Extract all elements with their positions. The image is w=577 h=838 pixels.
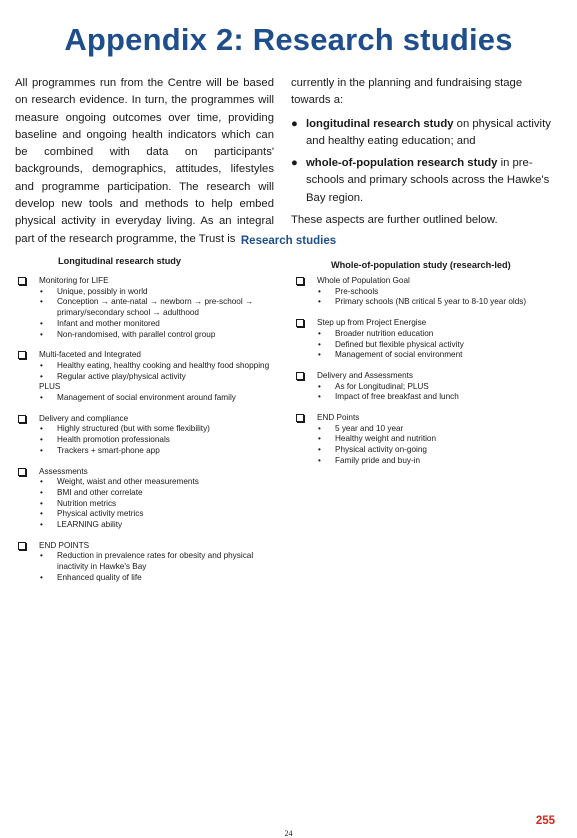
population-heading: Whole-of-population study (research-led): [331, 260, 511, 270]
list-item: [16, 520, 276, 531]
list-item-text: Family pride and buy-in: [335, 455, 421, 465]
section-heading: Research studies: [240, 235, 337, 247]
list-item-text: Non-randomised, with parallel control group: [57, 329, 216, 339]
bullet-icon: •: [40, 297, 43, 307]
bullet-icon: •: [40, 520, 43, 530]
bullet-icon: •: [318, 328, 321, 338]
intro-bullet-text: in pre-schools and primary schools across the Hawke's Bay region.: [306, 157, 550, 204]
group-title-text: Multi-faceted and Integrated: [39, 350, 141, 360]
list-item-text: Reduction in prevalence rates for obesity and physical inactivity in Hawke's Bay: [57, 551, 254, 572]
list-item-text: Trackers + smart-phone app: [57, 445, 160, 455]
list-item-text: Weight, waist and other measurements: [57, 477, 199, 487]
list-item-text: Conception → ante-natal → newborn → pre-school → primary/secondary school → adulthood: [57, 297, 254, 318]
bullet-icon: •: [40, 318, 43, 328]
bullet-icon: •: [318, 434, 321, 444]
bullet-icon: •: [318, 286, 321, 296]
list-item-text: LEARNING ability: [57, 520, 123, 530]
longitudinal-study-list: [16, 276, 276, 594]
longitudinal-heading: Longitudinal research study: [58, 256, 182, 266]
bullet-icon: •: [318, 392, 321, 402]
study-group: [294, 276, 556, 308]
list-item: [16, 297, 276, 318]
list-item-text: Enhanced quality of life: [57, 572, 142, 582]
bullet-icon: •: [40, 551, 43, 561]
study-group: [294, 318, 556, 361]
list-item-text: Physical activity metrics: [57, 509, 144, 519]
checkbox-icon: [296, 319, 304, 327]
bullet-icon: •: [40, 286, 43, 296]
group-title: [294, 413, 556, 424]
bullet-icon: •: [318, 381, 321, 391]
list-item: [294, 340, 556, 351]
bullet-icon: •: [40, 424, 43, 434]
intro-outro: These aspects are further outlined below.: [291, 214, 498, 227]
list-item-text: Regular active play/physical activity: [57, 371, 186, 381]
list-item: [16, 361, 276, 372]
study-group: [16, 276, 276, 340]
bullet-dot-icon: ●: [291, 157, 298, 170]
group-title: [294, 371, 556, 382]
intro-bullet-list: [291, 116, 553, 207]
list-item: [16, 372, 276, 383]
page-title: Appendix 2: Research studies: [64, 22, 513, 57]
bullet-icon: •: [40, 477, 43, 487]
list-item: [16, 446, 276, 457]
sub-page-number: 24: [284, 829, 293, 838]
study-group: [16, 541, 276, 584]
group-title: [16, 541, 276, 552]
study-group: [294, 371, 556, 403]
study-group: [16, 467, 276, 531]
checkbox-icon: [18, 351, 26, 359]
list-item: [294, 297, 556, 308]
list-item-text: Healthy weight and nutrition: [335, 434, 437, 444]
list-item: [294, 382, 556, 393]
list-item-text: Healthy eating, healthy cooking and healthy food shopping: [57, 360, 270, 370]
study-group: [16, 414, 276, 457]
checkbox-icon: [18, 542, 26, 550]
checkbox-icon: [18, 415, 26, 423]
list-item: [16, 319, 276, 330]
bullet-icon: •: [318, 297, 321, 307]
bullet-icon: •: [318, 350, 321, 360]
list-item: [16, 477, 276, 488]
group-title: [16, 414, 276, 425]
bullet-icon: •: [40, 572, 43, 582]
group-title-text: Assessments: [39, 466, 88, 476]
list-item-text: Nutrition metrics: [57, 498, 117, 508]
group-title: [16, 276, 276, 287]
group-title: [16, 350, 276, 361]
list-item: [16, 509, 276, 520]
list-item-text: Unique, possibly in world: [57, 286, 148, 296]
bullet-icon: •: [318, 423, 321, 433]
intro-paragraph: All programmes run from the Centre will be based on research evidence. In turn, the programmes will measure ongoing outcomes over time, providing baseline and ongoing health indicators which can be combined with data on participants' backgrounds, demographics, attitudes, lifestyles and programme participation. The research will develop new tools and methods to help embed physical activity in everyday living. As an integral part of the research programme, the Trust is: [15, 77, 274, 245]
bullet-icon: •: [40, 360, 43, 370]
bullet-icon: •: [40, 487, 43, 497]
list-item: [16, 287, 276, 298]
intro-bullet-text: on physical activity and healthy eating education; and: [306, 117, 551, 147]
list-item-text: Infant and mother monitored: [57, 318, 160, 328]
list-item: [16, 551, 276, 572]
list-item-text: Primary schools (NB critical 5 year to 8-10 year olds): [335, 297, 527, 307]
list-item-text: Management of social environment: [335, 350, 463, 360]
checkbox-icon: [296, 372, 304, 380]
group-title-text: Delivery and compliance: [39, 413, 129, 423]
bullet-dot-icon: ●: [291, 117, 298, 130]
intro-bullet-bold: whole-of-population research study: [306, 157, 498, 170]
bullet-icon: •: [318, 455, 321, 465]
bullet-icon: •: [40, 329, 43, 339]
list-connector: PLUS: [39, 382, 61, 392]
group-title-text: Step up from Project Energise: [317, 318, 427, 328]
list-item: [294, 445, 556, 456]
group-title: [294, 318, 556, 329]
study-group: [16, 350, 276, 404]
list-item: [294, 456, 556, 467]
list-item: [294, 392, 556, 403]
bullet-icon: •: [40, 393, 43, 403]
list-item: [16, 499, 276, 510]
checkbox-icon: [18, 468, 26, 476]
list-item: [16, 330, 276, 341]
list-item: [16, 573, 276, 584]
list-item: [294, 329, 556, 340]
bullet-icon: •: [40, 435, 43, 445]
intro-bullet: [291, 155, 553, 207]
list-item-text: 5 year and 10 year: [335, 423, 404, 433]
intro-bullet: [291, 116, 553, 151]
group-title-text: Monitoring for LIFE: [39, 276, 109, 285]
group-title-text: Whole of Population Goal: [317, 276, 410, 285]
list-item-text: Impact of free breakfast and lunch: [335, 392, 459, 402]
list-item: [294, 434, 556, 445]
bullet-icon: •: [318, 339, 321, 349]
bullet-icon: •: [40, 498, 43, 508]
bullet-icon: •: [40, 371, 43, 381]
list-item: [16, 488, 276, 499]
group-title-text: END Points: [317, 413, 360, 423]
list-item: [294, 424, 556, 435]
list-item-text: Defined but flexible physical activity: [335, 339, 464, 349]
checkbox-icon: [296, 414, 304, 422]
list-item-text: As for Longitudinal; PLUS: [335, 381, 429, 391]
list-item: [294, 350, 556, 361]
group-title: [294, 276, 556, 287]
page-number: 255: [535, 815, 555, 827]
intro-right-column: [291, 75, 553, 229]
checkbox-icon: [296, 277, 304, 285]
checkbox-icon: [18, 277, 26, 285]
group-title-text: END POINTS: [39, 540, 90, 550]
intro-bullet-bold: longitudinal research study: [306, 117, 454, 130]
list-item: [16, 393, 276, 404]
list-item: [16, 424, 276, 435]
bullet-icon: •: [40, 445, 43, 455]
list-item-text: BMI and other correlate: [57, 487, 143, 497]
list-item: [294, 287, 556, 298]
bullet-icon: •: [40, 509, 43, 519]
population-study-list: [294, 276, 556, 477]
list-item-text: Broader nutrition education: [335, 328, 434, 338]
intro-lead: currently in the planning and fundraising stage towards a:: [291, 77, 523, 107]
list-item: [16, 435, 276, 446]
list-item-text: Highly structured (but with some flexibility): [57, 424, 210, 434]
list-item-text: Physical activity on-going: [335, 445, 427, 455]
study-group: [294, 413, 556, 467]
bullet-icon: •: [318, 445, 321, 455]
list-item-text: Health promotion professionals: [57, 435, 170, 445]
list-item-text: Management of social environment around family: [57, 393, 236, 403]
list-item-text: Pre-schools: [335, 286, 379, 296]
group-title-text: Delivery and Assessments: [317, 370, 414, 380]
group-title: [16, 467, 276, 478]
